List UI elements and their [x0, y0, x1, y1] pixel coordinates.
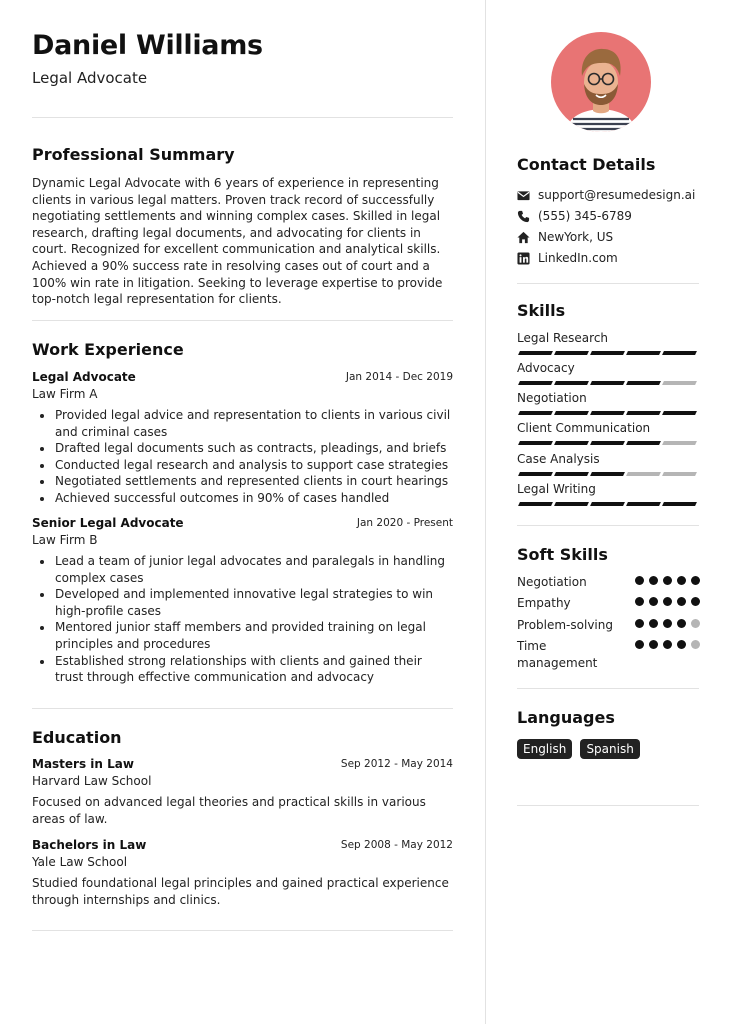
- rating-dot: [677, 597, 686, 606]
- skill-row: [517, 452, 699, 467]
- skill-level-segment: [626, 441, 661, 445]
- job-bullet: Provided legal advice and representation to clients in various civil and criminal cases: [32, 407, 453, 440]
- rating-dot: [663, 597, 672, 606]
- degree: Masters in Law: [32, 757, 134, 771]
- job-bullets: [32, 553, 453, 686]
- skill-level-segment: [554, 411, 589, 415]
- skill-level-segment: [554, 381, 589, 385]
- job-bullet: Established strong relationships with clients and gained their trust through effective communication and advocacy: [32, 653, 453, 686]
- education-entry: [32, 756, 453, 827]
- contact-text: NewYork, US: [538, 230, 614, 244]
- soft-skill-row: [517, 595, 699, 612]
- job-bullet: Mentored junior staff members and provided training on legal principles and procedures: [32, 619, 453, 652]
- contact-phone: [517, 207, 699, 227]
- linkedin-icon: [517, 252, 530, 265]
- job-bullet: Lead a team of junior legal advocates and paralegals in handling complex cases: [32, 553, 453, 586]
- soft-skill-rating: [635, 640, 705, 650]
- degree: Bachelors in Law: [32, 838, 147, 852]
- skill-label: Legal Writing: [517, 482, 596, 496]
- skill-level-segment: [662, 351, 697, 355]
- skill-label: Advocacy: [517, 361, 575, 375]
- job-bullet: Negotiated settlements and represented clients in court hearings: [32, 473, 453, 490]
- divider: [32, 708, 453, 709]
- skill-row: [517, 482, 699, 497]
- skill-level-segment: [518, 351, 553, 355]
- skill-level-segment: [626, 472, 661, 476]
- rating-dot: [677, 619, 686, 628]
- soft-skill-label: Empathy: [517, 596, 571, 610]
- job-bullet: Conducted legal research and analysis to support case strategies: [32, 457, 453, 474]
- job-bullet: Developed and implemented innovative legal strategies to win high-profile cases: [32, 586, 453, 619]
- divider: [517, 283, 699, 284]
- skill-level-segment: [518, 381, 553, 385]
- skill-level-segment: [590, 351, 625, 355]
- soft-skill-row: [517, 638, 699, 671]
- skill-level-segment: [590, 472, 625, 476]
- skill-level-segment: [554, 441, 589, 445]
- skill-level-segment: [590, 411, 625, 415]
- soft-skill-rating: [635, 576, 705, 586]
- job-company: Law Firm A: [32, 387, 98, 401]
- rating-dot: [649, 597, 658, 606]
- skill-row: [517, 391, 699, 406]
- rating-dot: [691, 597, 700, 606]
- rating-dot: [649, 619, 658, 628]
- rating-dot: [677, 576, 686, 585]
- soft-skills-title: Soft Skills: [517, 545, 608, 564]
- skill-level-bar: [517, 381, 697, 385]
- skill-level-segment: [518, 411, 553, 415]
- soft-skill-row: [517, 617, 699, 634]
- skill-level-segment: [626, 411, 661, 415]
- job-bullets: [32, 407, 453, 507]
- skill-level-segment: [662, 502, 697, 506]
- job-bullet: Drafted legal documents such as contracts, pleadings, and briefs: [32, 440, 453, 457]
- soft-skill-rating: [635, 619, 705, 629]
- home-icon: [517, 231, 530, 244]
- divider: [32, 117, 453, 118]
- education-dates: Sep 2008 - May 2012: [340, 839, 453, 851]
- skill-level-segment: [662, 381, 697, 385]
- rating-dot: [663, 640, 672, 649]
- contact-linkedin: [517, 249, 699, 269]
- skill-label: Legal Research: [517, 331, 609, 345]
- skill-level-segment: [590, 381, 625, 385]
- rating-dot: [663, 619, 672, 628]
- divider: [517, 688, 699, 689]
- envelope-icon: [517, 189, 530, 202]
- rating-dot: [691, 640, 700, 649]
- summary-title: Professional Summary: [32, 145, 235, 164]
- rating-dot: [649, 576, 658, 585]
- job-bullet: Achieved successful outcomes in 90% of cases handled: [32, 490, 453, 507]
- skill-level-bar: [517, 411, 697, 415]
- education-description: Focused on advanced legal theories and practical skills in various areas of law.: [32, 795, 426, 826]
- rating-dot: [635, 619, 644, 628]
- skill-level-bar: [517, 351, 697, 355]
- skill-label: Client Communication: [517, 421, 651, 435]
- phone-icon: [517, 210, 530, 223]
- job-title: Legal Advocate: [32, 370, 136, 384]
- school: Yale Law School: [32, 855, 128, 869]
- language-chip: Spanish: [580, 739, 639, 759]
- profile-photo: [551, 32, 651, 132]
- work-title: Work Experience: [32, 340, 184, 359]
- soft-skill-row: [517, 574, 699, 591]
- skill-level-segment: [662, 411, 697, 415]
- divider: [517, 525, 699, 526]
- divider: [32, 930, 453, 931]
- school: Harvard Law School: [32, 774, 152, 788]
- divider: [517, 805, 699, 806]
- skill-level-segment: [626, 351, 661, 355]
- rating-dot: [635, 640, 644, 649]
- education-entry: [32, 837, 453, 908]
- rating-dot: [691, 619, 700, 628]
- candidate-name: Daniel Williams: [32, 30, 263, 61]
- skill-label: Case Analysis: [517, 452, 600, 466]
- contact-text: (555) 345-6789: [538, 209, 632, 223]
- job-dates: Jan 2014 - Dec 2019: [345, 371, 453, 383]
- skill-level-segment: [518, 441, 553, 445]
- job-entry: [32, 515, 453, 686]
- rating-dot: [691, 576, 700, 585]
- skill-level-segment: [554, 472, 589, 476]
- rating-dot: [635, 597, 644, 606]
- skill-level-segment: [590, 502, 625, 506]
- contact-location: [517, 228, 699, 248]
- rating-dot: [663, 576, 672, 585]
- skill-level-segment: [626, 381, 661, 385]
- skill-level-segment: [518, 502, 553, 506]
- soft-skill-label: Time management: [517, 639, 598, 670]
- skill-row: [517, 361, 699, 376]
- education-dates: Sep 2012 - May 2014: [340, 758, 453, 770]
- skill-level-bar: [517, 502, 697, 506]
- soft-skill-label: Negotiation: [517, 575, 587, 589]
- skill-level-segment: [518, 472, 553, 476]
- rating-dot: [677, 640, 686, 649]
- skill-level-segment: [554, 351, 589, 355]
- skill-level-segment: [590, 441, 625, 445]
- skill-level-segment: [662, 441, 697, 445]
- soft-skill-rating: [635, 597, 705, 607]
- job-entry: [32, 369, 453, 507]
- rating-dot: [635, 576, 644, 585]
- contact-text: LinkedIn.com: [538, 251, 618, 265]
- skill-row: [517, 331, 699, 346]
- contact-email: [517, 186, 699, 206]
- rating-dot: [649, 640, 658, 649]
- skill-level-bar: [517, 472, 697, 476]
- education-title: Education: [32, 728, 122, 747]
- education-description: Studied foundational legal principles and gained practical experience through internships and clinics.: [32, 876, 449, 907]
- skill-level-segment: [554, 502, 589, 506]
- column-divider: [485, 0, 486, 1024]
- languages-title: Languages: [517, 708, 615, 727]
- skill-level-segment: [662, 472, 697, 476]
- skill-label: Negotiation: [517, 391, 587, 405]
- skills-title: Skills: [517, 301, 566, 320]
- contact-text: support@resumedesign.ai: [538, 188, 696, 202]
- skill-row: [517, 421, 699, 436]
- skill-level-segment: [626, 502, 661, 506]
- job-title: Senior Legal Advocate: [32, 516, 184, 530]
- candidate-role: Legal Advocate: [32, 69, 148, 87]
- languages-list: [517, 738, 643, 759]
- skill-level-bar: [517, 441, 697, 445]
- contact-title: Contact Details: [517, 155, 656, 174]
- divider: [32, 320, 453, 321]
- soft-skill-label: Problem-solving: [517, 618, 613, 632]
- language-chip: English: [517, 739, 572, 759]
- job-dates: Jan 2020 - Present: [356, 517, 453, 529]
- job-company: Law Firm B: [32, 533, 98, 547]
- summary-text: Dynamic Legal Advocate with 6 years of experience in representing clients in various legal matters. Proven track record of successfully negotiating settlements and winning complex cases. Skilled in legal research, drafting legal documents, and advocating for clients in court. Recognized for excellent communication and analytical skills. Achieved a 90% success rate in resolving cases out of court and a 100% win rate in litigation. Seeking to leverage expertise to provide top-notch legal representation for clients.: [32, 176, 443, 307]
